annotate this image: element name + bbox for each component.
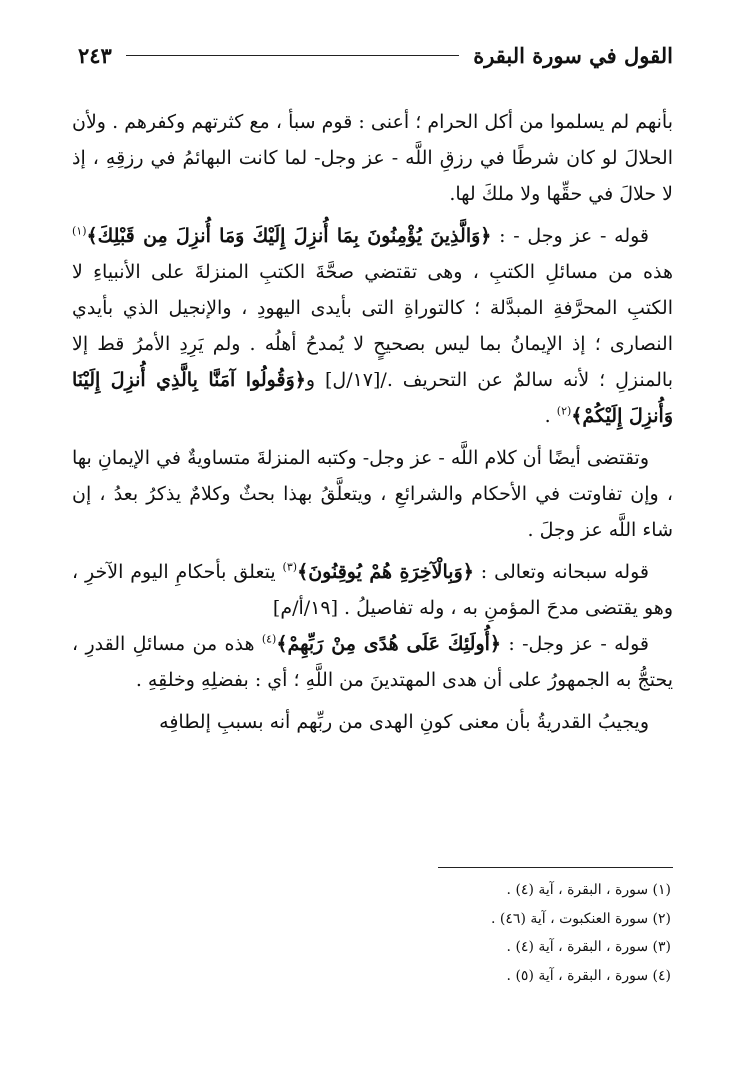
footnote-ref-1[interactable]: (١) bbox=[72, 224, 87, 238]
paragraph-1: بأنهم لم يسلموا من أكل الحرام ؛ أعنى : قوم سبأ ، مع كثرتهم وكفرهم . ولأن الحلالَ لو كان شرطًا في رزقِ اللَّه - عز وجل- لما كانت البهائمُ في رزقِهِ ، إذ لا حلالَ في حقِّها ولا ملكَ لها. bbox=[72, 111, 673, 205]
paragraph-6: ويجيبُ القدريةُ بأن معنى كونِ الهدى من ربِّهم أنه بسببِ إلطافِه bbox=[159, 711, 649, 733]
footnote-1: (١) سورة ، البقرة ، آية (٤) . bbox=[506, 882, 671, 898]
paragraph-4-text: يتعلق بأحكامِ اليوم الآخرِ ، وهو يقتضى مدحَ المؤمنِ به ، وله تفاصيلُ . [١٩/أ/م] bbox=[72, 561, 673, 619]
footnote-4: (٤) سورة ، البقرة ، آية (٥) . bbox=[506, 967, 671, 984]
paragraph-4-intro: قوله سبحانه وتعالى : bbox=[473, 561, 649, 583]
quran-verse-1: ﴿وَالَّذِينَ يُؤْمِنُونَ بِمَا أُنزِلَ إِلَيْكَ وَمَا أُنزِلَ مِن قَبْلِكَ﴾ bbox=[86, 225, 492, 247]
paragraph-2-intro: قوله - عز وجل - : bbox=[491, 225, 650, 247]
main-text bbox=[72, 104, 673, 740]
footnote-rule bbox=[438, 867, 673, 868]
paragraph-2-end: . bbox=[544, 405, 557, 427]
paragraph-5-text: هذه من مسائلِ القدرِ ، يحتجُّ به الجمهورُ على أن هدى المهتدينَ من اللَّهِ ؛ أي : بفضلِهِ وخلقِهِ . bbox=[72, 633, 673, 691]
quran-verse-4: ﴿أُولَئِكَ عَلَى هُدًى مِنْ رَبِّهِمْ﴾ bbox=[276, 633, 502, 655]
header-rule bbox=[126, 55, 459, 56]
running-header bbox=[78, 38, 673, 72]
footnote-ref-2[interactable]: (٢) bbox=[556, 404, 572, 418]
footnote-ref-4[interactable]: (٤) bbox=[261, 632, 277, 646]
footnote-3: (٣) سورة ، البقرة ، آية (٤) . bbox=[506, 939, 671, 955]
footnotes bbox=[72, 876, 671, 990]
page-number: ٢٤٣ bbox=[78, 42, 112, 68]
paragraph-5 bbox=[72, 626, 673, 698]
footnote-ref-3[interactable]: (٣) bbox=[282, 560, 298, 574]
paragraph-5-intro: قوله - عز وجل- : bbox=[501, 633, 649, 655]
paragraph-3: وتقتضى أيضًا أن كلام اللَّه - عز وجل- وكتبه المنزلةَ متساويةٌ في الإيمانِ بها ، وإن تفاوتت في الأحكام والشرائعِ ، ويتعلَّقُ بهذا بحثٌ وكلامٌ يذكرُ بعدُ ، إن شاء اللَّه عز وجلَ . bbox=[72, 447, 673, 541]
running-title: القول في سورة البقرة bbox=[473, 42, 673, 68]
paragraph-2 bbox=[72, 218, 673, 434]
footnote-2: (٢) سورة العنكبوت ، آية (٤٦) . bbox=[491, 910, 671, 927]
paragraph-2-text: هذه من مسائلِ الكتبِ ، وهى تقتضي صحَّةَ الكتبِ المنزلةَ على الأنبياءِ لا الكتبِ المحرَّفةِ المبدَّلة ؛ كالتوراةِ التى بأيدى اليهودِ ، والإنجيل الذي بأيدي النصارى ؛ إذ الإيمانُ بما ليس بصحيحٍ لا يُمدحُ أهلُه . ولم يَرِدِ الأمرُ قط إلا بالمنزلِ ؛ لأنه سالمٌ عن التحريف ./[١٧/ل] و bbox=[72, 261, 673, 391]
quran-verse-2: ﴿وَقُولُوا آمَنَّا بِالَّذِي أُنزِلَ إِلَيْنَا وَأُنزِلَ إِلَيْكُمْ﴾ bbox=[72, 369, 673, 427]
quran-verse-3: ﴿وَبِالْآخِرَةِ هُمْ يُوقِنُونَ﴾ bbox=[297, 561, 474, 583]
paragraph-4 bbox=[72, 554, 673, 626]
